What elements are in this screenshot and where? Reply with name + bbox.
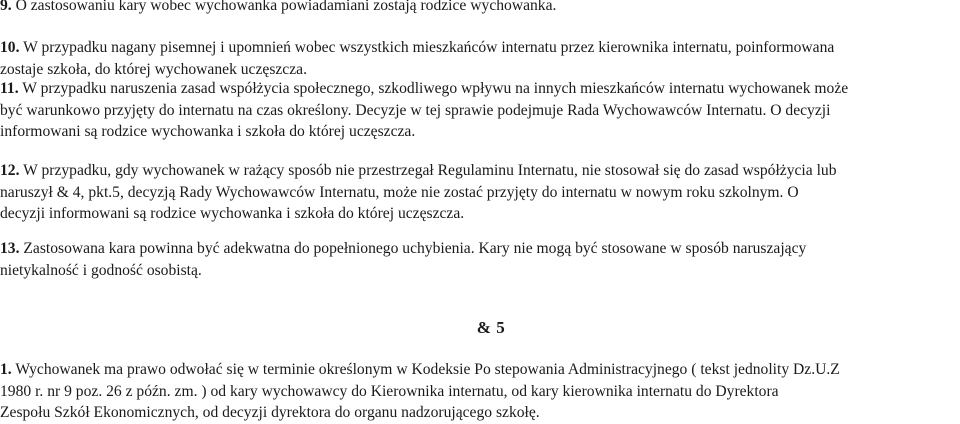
paragraph-line: naruszył & 4, pkt.5, decyzją Rady Wychowawców Internatu, może nie zostać przyjęty do internatu w nowym roku szkolnym. O [0, 183, 799, 201]
paragraph-11 [0, 78, 955, 143]
paragraph-line: informowani są rodzice wychowanka i szkoła do której uczęszcza. [0, 123, 416, 140]
paragraph-number: 11. [0, 80, 19, 97]
section-heading: & 5 [476, 318, 506, 337]
paragraph-10 [0, 37, 955, 80]
paragraph-line: zostaje szkoła, do której wychowanek uczęszcza. [0, 60, 307, 78]
paragraph-line: nietykalność i godność osobistą. [0, 261, 202, 279]
paragraph-12 [0, 160, 955, 225]
paragraph-line [0, 359, 955, 381]
section-paragraph-1 [0, 359, 955, 424]
paragraph-line [0, 0, 955, 17]
paragraph-text: W przypadku nagany pisemnej i upomnień wobec wszystkich mieszkańców internatu przez kierownika internatu, poinformowana [19, 39, 835, 56]
paragraph-number: 12. [0, 162, 20, 179]
paragraph-line: decyzji informowani są rodzice wychowanka i szkoła do której uczęszcza. [0, 205, 465, 222]
paragraph-number: 13. [0, 240, 20, 257]
paragraph-13 [0, 238, 955, 281]
paragraph-line [0, 160, 955, 182]
paragraph-line: 1980 r. nr 9 poz. 26 z późn. zm. ) od kary wychowawcy do Kierownika internatu, od kary kierownika internatu do Dyrektora [0, 382, 779, 400]
paragraph-9 [0, 0, 955, 17]
paragraph-text: W przypadku, gdy wychowanek w rażący sposób nie przestrzegał Regulaminu Internatu, nie stosował się do zasad współżycia lub [19, 162, 837, 179]
paragraph-line [0, 78, 955, 100]
paragraph-number: 10. [0, 39, 20, 56]
paragraph-text: Wychowanek ma prawo odwołać się w terminie określonym w Kodeksie Po stepowania Administracyjnego ( tekst jednolity Dz.U.Z [11, 361, 840, 378]
paragraph-text: O zastosowaniu kary wobec wychowanka powiadamiani zostają rodzice wychowanka. [11, 0, 557, 14]
paragraph-text: Zastosowana kara powinna być adekwatna do popełnionego uchybienia. Kary nie mogą być stosowane w sposób naruszający [19, 240, 807, 257]
paragraph-line [0, 37, 955, 59]
paragraph-number: 9. [0, 0, 12, 14]
paragraph-line: być warunkowo przyjęty do internatu na czas określony. Decyzje w tej sprawie podejmuje Rada Wychowawców Internatu. O decyzji [0, 101, 831, 119]
paragraph-line: Zespołu Szkół Ekonomicznych, od decyzji dyrektora do organu nadzorującego szkołę. [0, 404, 540, 421]
paragraph-line [0, 238, 955, 260]
paragraph-number: 1. [0, 361, 12, 378]
paragraph-text: W przypadku naruszenia zasad współżycia społecznego, szkodliwego wpływu na innych mieszkańców internatu wychowanek może [18, 80, 849, 97]
